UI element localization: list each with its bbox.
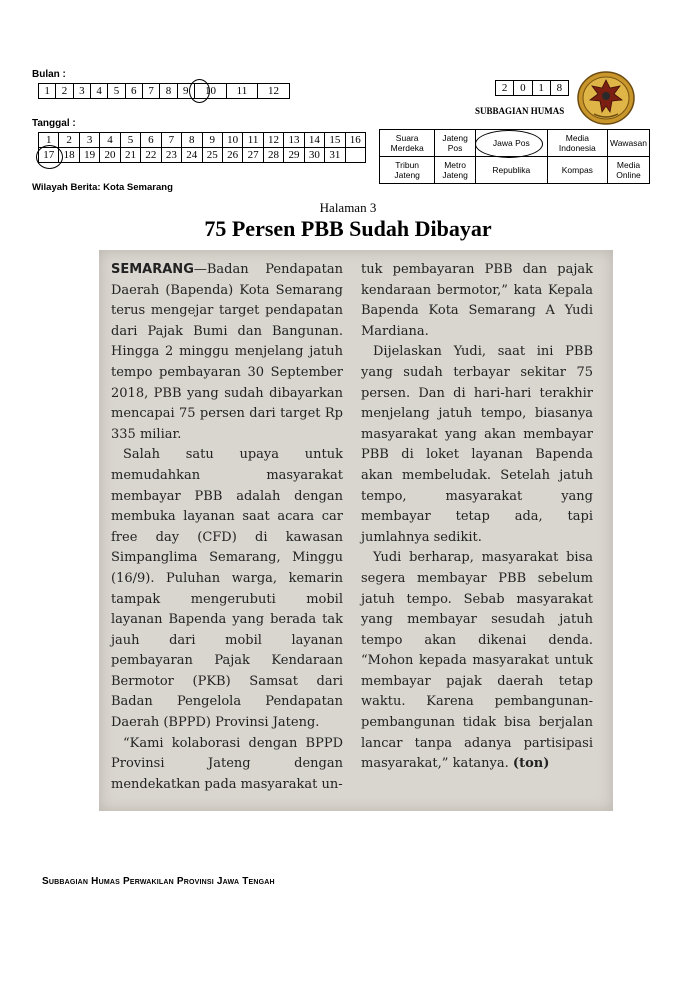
- tanggal-cell: 31: [325, 148, 345, 163]
- article-paragraph: Salah satu upaya untuk memudahkan masyarakat membayar PBB adalah dengan membuka layanan saat acara car free day (CFD) di kawasan Simpanglima Semarang, Minggu (16/9). Puluhan warga, kemarin tampak mengerubuti mobil layanan Bapenda yang berada tak jauh dari mobil layanan pembayaran Pajak Kendaraan Bermotor (PKB) Samsat dari Badan Pengelola Pendapatan Daerah (BPPD) Provinsi Jateng.: [111, 447, 343, 731]
- tanggal-cell: 9: [202, 133, 222, 148]
- media-suara-merdeka: Suara Merdeka: [380, 130, 435, 157]
- tanggal-cell: 25: [202, 148, 222, 163]
- tanggal-cell: 24: [182, 148, 202, 163]
- tanggal-cell: 20: [100, 148, 120, 163]
- tanggal-cell: 26: [222, 148, 242, 163]
- tanggal-cell: 7: [161, 133, 181, 148]
- dateline: SEMARANG: [111, 262, 194, 277]
- bulan-cell: 11: [226, 84, 257, 99]
- media-republika: Republika: [475, 157, 547, 184]
- article-paragraph: “Kami kolaborasi dengan BPPD Provinsi Jateng dengan mendekatkan pada masyarakat un-: [111, 735, 343, 792]
- media-table: [379, 129, 650, 184]
- tanggal-cell: 15: [325, 133, 345, 148]
- year-digit: 8: [550, 81, 568, 96]
- year-digit: 2: [496, 81, 514, 96]
- tanggal-cell: 30: [304, 148, 324, 163]
- tanggal-cell: 1: [39, 133, 59, 148]
- bulan-table: [38, 83, 290, 99]
- page-label: Halaman 3: [319, 200, 377, 215]
- tanggal-cell: 28: [263, 148, 283, 163]
- tanggal-cell: 17: [39, 148, 59, 163]
- tanggal-label: Tanggal :: [32, 118, 76, 129]
- tanggal-cell: 13: [284, 133, 304, 148]
- tanggal-cell: 19: [79, 148, 99, 163]
- tanggal-cell: 2: [59, 133, 79, 148]
- tanggal-cell: 4: [100, 133, 120, 148]
- bulan-cell: 1: [39, 84, 56, 99]
- article-column-2: [361, 260, 593, 775]
- tanggal-cell: 14: [304, 133, 324, 148]
- tanggal-cell: 10: [222, 133, 242, 148]
- bulan-cell: 12: [257, 84, 289, 99]
- media-media-online: Media Online: [607, 157, 649, 184]
- year-digit: 0: [514, 81, 532, 96]
- bulan-cell: 6: [125, 84, 142, 99]
- tanggal-cell: 18: [59, 148, 79, 163]
- unit-label: SUBBAGIAN HUMAS: [475, 106, 565, 116]
- tanggal-cell: [345, 148, 365, 163]
- bulan-cell: 5: [108, 84, 125, 99]
- tanggal-cell: 21: [120, 148, 140, 163]
- tanggal-cell: 12: [263, 133, 283, 148]
- author-tag: (ton): [512, 756, 550, 772]
- media-tribun-jateng: Tribun Jateng: [380, 157, 435, 184]
- tanggal-table: [38, 132, 366, 163]
- tanggal-cell: 29: [284, 148, 304, 163]
- tanggal-cell: 16: [345, 133, 365, 148]
- article-paragraph: Yudi berharap, masyarakat bisa segera membayar PBB sebelum jatuh tempo. Sebab masyarakat yang membayar sesudah jatuh tempo akan dikenai denda. “Mohon kepada masyarakat untuk membayar pajak daerah tetap waktu. Karena pembangunan-pembangunan tidak bisa berjalan lancar tanpa adanya partisipasi masyarakat,” katanya. (ton): [361, 550, 593, 772]
- media-media-indonesia: Media Indonesia: [547, 130, 607, 157]
- bulan-cell: 9: [177, 84, 194, 99]
- bulan-cell: 4: [90, 84, 107, 99]
- article-paragraph: Dijelaskan Yudi, saat ini PBB yang sudah terbayar sekitar 75 persen. Dan di hari-hari terakhir menjelang jatuh tempo, biasanya masyarakat yang akan membayar PBB di loket layanan Bapenda akan membeludak. Setelah jatuh tempo, masyarakat yang membayar tetap ada, tapi jumlahnya sedikit.: [361, 344, 593, 545]
- footer-text: Subbagian Humas Perwakilan Provinsi Jawa Tengah: [42, 876, 275, 887]
- tanggal-cell: 8: [182, 133, 202, 148]
- newspaper-clipping: [99, 250, 613, 811]
- tanggal-cell: 5: [120, 133, 140, 148]
- bulan-cell: 2: [56, 84, 73, 99]
- tanggal-cell: 11: [243, 133, 263, 148]
- article-paragraph: SEMARANG—Badan Pendapatan Daerah (Bapenda) Kota Semarang terus mengejar target pendapatan dari Pajak Bumi dan Bangunan. Hingga 2 minggu menjelang jatuh tempo pembayaran 30 September 2018, PBB yang sudah dibayarkan mencapai 75 persen dari target Rp 335 miliar.: [111, 262, 343, 442]
- bulan-cell: 10: [194, 84, 226, 99]
- tanggal-cell: 23: [161, 148, 181, 163]
- bulan-cell: 3: [73, 84, 90, 99]
- tanggal-cell: 3: [79, 133, 99, 148]
- tanggal-cell: 6: [141, 133, 161, 148]
- headline: 75 Persen PBB Sudah Dibayar: [204, 216, 492, 241]
- article-column-1: [111, 260, 343, 795]
- tanggal-cell: 22: [141, 148, 161, 163]
- bulan-cell: 8: [160, 84, 177, 99]
- media-wawasan: Wawasan: [607, 130, 649, 157]
- media-jateng-pos: Jateng Pos: [435, 130, 476, 157]
- media-metro-jateng: Metro Jateng: [435, 157, 476, 184]
- wilayah-label: Wilayah Berita: Kota Semarang: [32, 182, 173, 193]
- bulan-cell: 7: [142, 84, 159, 99]
- article-paragraph: tuk pembayaran PBB dan pajak kendaraan bermotor,” kata Kepala Bapenda Kota Semarang A Yudi Mardiana.: [361, 262, 593, 339]
- media-jawa-pos: Jawa Pos: [475, 130, 547, 157]
- year-table: [495, 80, 569, 96]
- bulan-label: Bulan :: [32, 69, 66, 80]
- media-kompas: Kompas: [547, 157, 607, 184]
- year-digit: 1: [532, 81, 550, 96]
- tanggal-cell: 27: [243, 148, 263, 163]
- garuda-emblem-icon: [576, 70, 636, 126]
